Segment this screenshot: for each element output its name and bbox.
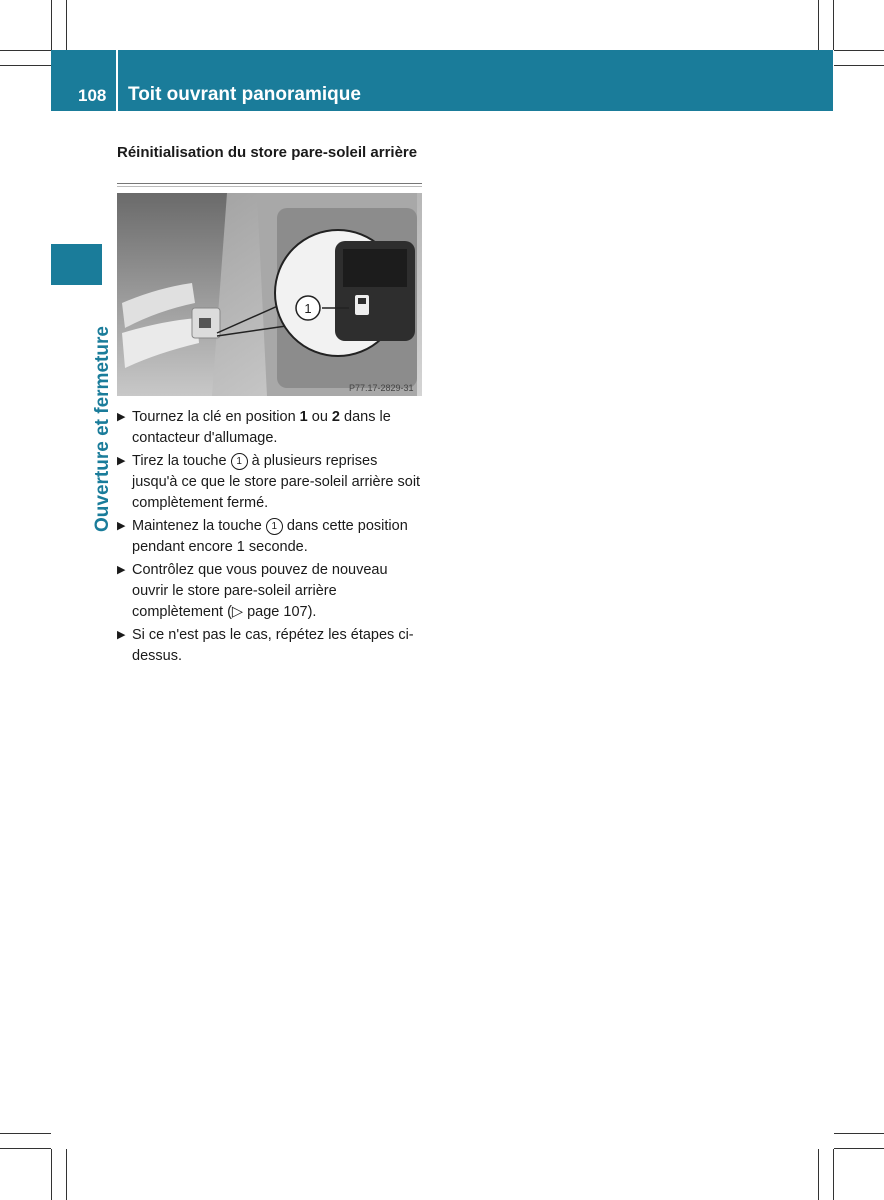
chapter-tab-label: Ouverture et fermeture <box>92 326 113 532</box>
figure-callout-1: 1 <box>304 301 312 316</box>
list-item: ▶ Si ce n'est pas le cas, répétez les étapes ci-dessus. <box>117 627 414 664</box>
car-interior-illustration <box>117 193 422 396</box>
bullet-arrow-icon: ▶ <box>117 564 126 576</box>
section-rule <box>117 186 422 187</box>
crop-mark <box>66 1149 67 1200</box>
callout-number-1: 1 <box>266 518 283 535</box>
section-title: Réinitialisation du store pare-soleil arrière <box>117 144 418 161</box>
list-item: ▶ Tirez la touche 1 à plusieurs reprises jusqu'à ce que le store pare-soleil arrière soit complètement fermé. <box>117 453 421 511</box>
crop-mark <box>51 1149 52 1200</box>
crop-mark <box>66 0 67 50</box>
crop-mark <box>833 1149 834 1200</box>
page-header <box>51 50 833 111</box>
bullet-arrow-icon: ▶ <box>117 411 126 423</box>
crop-mark <box>834 50 884 51</box>
crop-mark <box>0 65 51 66</box>
crop-mark <box>0 1148 51 1149</box>
page-number: 108 <box>78 86 107 105</box>
crop-mark <box>0 50 51 51</box>
instruction-list <box>117 407 423 669</box>
bullet-arrow-icon: ▶ <box>117 520 126 532</box>
car-interior-figure <box>117 193 422 396</box>
bullet-arrow-icon: ▶ <box>117 629 126 641</box>
crop-mark <box>834 1133 884 1134</box>
crop-mark <box>0 1133 51 1134</box>
header-divider <box>116 50 118 111</box>
list-item: ▶ Tournez la clé en position 1 ou 2 dans le contacteur d'allumage. <box>117 409 391 446</box>
section-rule <box>117 183 422 184</box>
crop-mark <box>834 65 884 66</box>
crop-mark <box>834 1148 884 1149</box>
page-title: Toit ouvrant panoramique <box>128 84 361 105</box>
bullet-arrow-icon: ▶ <box>117 455 126 467</box>
figure-code: P77.17-2829-31 <box>349 383 414 393</box>
crop-mark <box>51 0 52 50</box>
chapter-tab-marker <box>51 244 102 285</box>
crop-mark <box>833 0 834 50</box>
crop-mark <box>818 1149 819 1200</box>
list-item: ▶ Contrôlez que vous pouvez de nouveau ouvrir le store pare-soleil arrière complètement (▷ page 107). <box>117 562 388 620</box>
callout-number-1: 1 <box>231 453 248 470</box>
list-item: ▶ Maintenez la touche 1 dans cette position pendant encore 1 seconde. <box>117 518 408 555</box>
crop-mark <box>818 0 819 50</box>
